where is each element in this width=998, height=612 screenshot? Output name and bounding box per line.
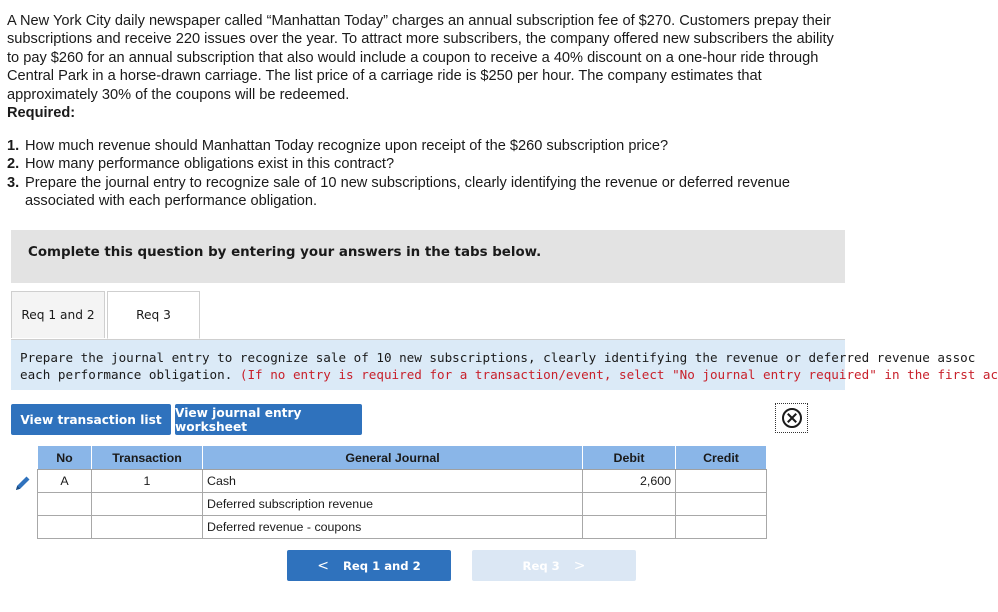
instructions-banner: [11, 230, 845, 283]
table-header-row: [38, 446, 767, 470]
required-label: Required:: [7, 105, 76, 122]
instruction-line-2: [20, 367, 998, 382]
close-button[interactable]: [775, 403, 808, 433]
close-icon: [782, 408, 802, 428]
cell-transaction: [92, 516, 203, 539]
cell-account[interactable]: Deferred revenue - coupons: [203, 516, 583, 539]
cell-debit[interactable]: [583, 493, 676, 516]
cell-no: [38, 493, 92, 516]
question-text: How much revenue should Manhattan Today recognize upon receipt of the $260 subscription price?: [25, 138, 669, 154]
table-row: [38, 470, 767, 493]
question-number: 2.: [7, 156, 20, 173]
problem-text: A New York City daily newspaper called “Manhattan Today” charges an annual subscription fee of $270. Customers prepay their subscriptions and receive 220 issues over the year. To attract more subscribers, the company offered new subscribers the ability to pay $260 for an annual subscription that also would include a coupon to receive a 40% discount on a one-hour ride through Central Park in a horse-drawn carriage. The list price of a carriage ride is $250 per hour. The company estimates that approximately 30% of the coupons will be redeemed.: [7, 13, 834, 103]
chevron-right-icon: >: [573, 557, 586, 574]
question-item: [7, 174, 839, 211]
cell-account[interactable]: Cash: [203, 470, 583, 493]
question-item: [7, 155, 839, 173]
header-credit: Credit: [676, 446, 767, 470]
next-tab-button: [472, 550, 636, 581]
instruction-line-2-main: each performance obligation.: [20, 367, 240, 382]
instruction-line-1: Prepare the journal entry to recognize sale of 10 new subscriptions, clearly identifying the revenue or deferred revenue assoc: [20, 350, 976, 365]
instruction-panel: [11, 339, 998, 390]
cell-transaction: [92, 493, 203, 516]
chevron-left-icon: <: [317, 557, 329, 574]
journal-entry-table: [37, 445, 767, 539]
header-debit: Debit: [583, 446, 676, 470]
cell-credit[interactable]: [676, 516, 767, 539]
question-number: 3.: [7, 174, 20, 191]
question-text: How many performance obligations exist in this contract?: [25, 156, 395, 173]
view-transaction-list-button[interactable]: View transaction list: [11, 404, 171, 435]
prev-tab-button[interactable]: [287, 550, 451, 581]
prev-tab-label: Req 1 and 2: [343, 558, 421, 573]
pencil-icon[interactable]: [14, 474, 32, 492]
table-row: [38, 493, 767, 516]
instruction-hint: (If no entry is required for a transaction/event, select "No journal entry required" in the first ac: [239, 367, 998, 382]
cell-account[interactable]: Deferred subscription revenue: [203, 493, 583, 516]
question-item: [7, 137, 839, 155]
banner-text: Complete this question by entering your answers in the tabs below.: [28, 245, 542, 260]
next-tab-label: Req 3: [522, 558, 560, 573]
questions-list: [7, 137, 839, 211]
table-row: [38, 516, 767, 539]
header-no: No: [38, 446, 92, 470]
cell-credit[interactable]: [676, 493, 767, 516]
question-text: Prepare the journal entry to recognize sale of 10 new subscriptions, clearly identifying the revenue or deferred revenue associated with each performance obligation.: [25, 174, 790, 210]
header-general-journal: General Journal: [203, 446, 583, 470]
cell-credit[interactable]: [676, 470, 767, 493]
tab-req-1-and-2[interactable]: Req 1 and 2: [11, 291, 105, 338]
question-number: 1.: [7, 138, 20, 154]
cell-no: A: [38, 470, 92, 493]
cell-no: [38, 516, 92, 539]
header-transaction: Transaction: [92, 446, 203, 470]
tab-req-3[interactable]: Req 3: [107, 291, 200, 339]
problem-statement: [7, 12, 839, 122]
view-journal-entry-worksheet-button[interactable]: View journal entry worksheet: [175, 404, 362, 435]
cell-transaction: 1: [92, 470, 203, 493]
cell-debit[interactable]: 2,600: [583, 470, 676, 493]
cell-debit[interactable]: [583, 516, 676, 539]
